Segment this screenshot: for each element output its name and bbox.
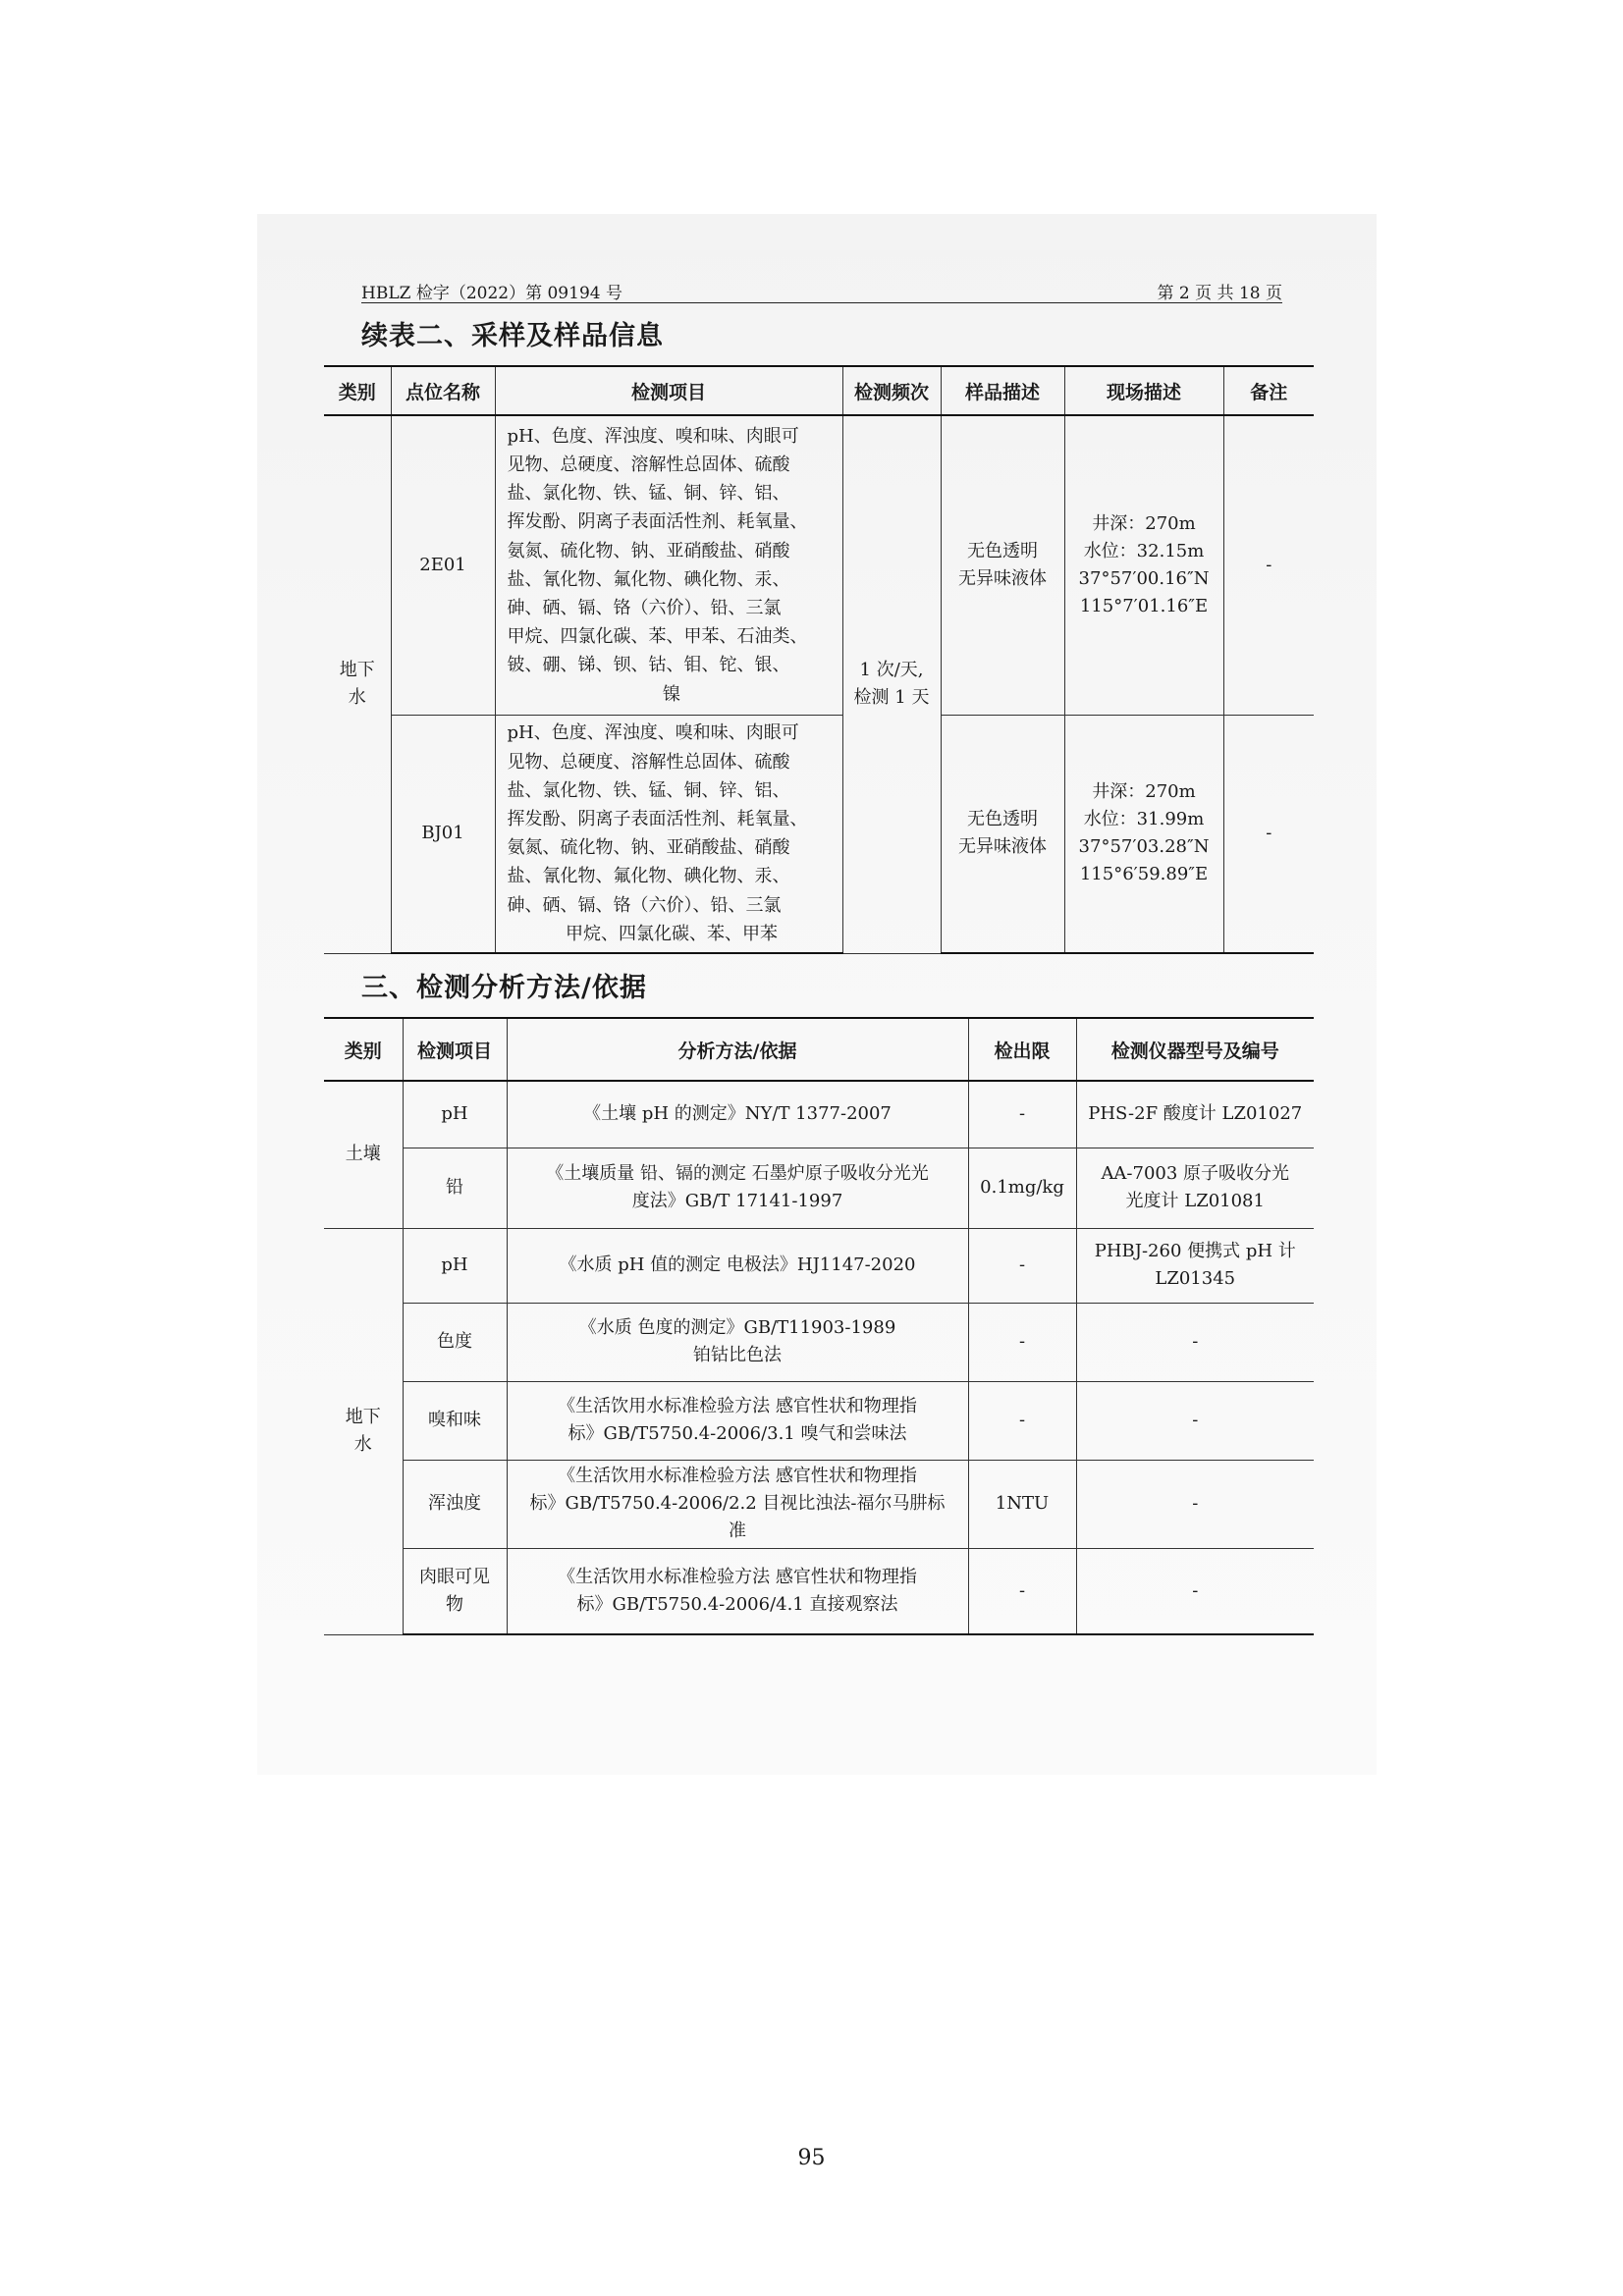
table-row [324,1381,1314,1460]
item-cell: 浑浊度 [403,1460,507,1548]
instrument-cell: PHBJ-260 便携式 pH 计 LZ01345 [1076,1228,1314,1303]
method-cell: 《土壤 pH 的测定》NY/T 1377-2007 [507,1081,968,1148]
item-cell: pH [403,1081,507,1148]
table-row [324,1148,1314,1228]
column-header: 现场描述 [1064,366,1223,415]
point-name-cell: BJ01 [391,715,495,953]
column-header: 类别 [324,366,391,415]
category-cell: 土壤 [324,1081,403,1228]
method-cell: 《水质 色度的测定》GB/T11903-1989 铂钴比色法 [507,1303,968,1381]
instrument-cell: AA-7003 原子吸收分光 光度计 LZ01081 [1076,1148,1314,1228]
table-row [324,715,1314,953]
item-cell: 铅 [403,1148,507,1228]
site-desc-cell: 井深：270m 水位：31.99m 37°57′03.28″N 115°6′59.89″E [1064,715,1223,953]
item-cell: 色度 [403,1303,507,1381]
method-cell: 《土壤质量 铅、镉的测定 石墨炉原子吸收分光光 度法》GB/T 17141-1997 [507,1148,968,1228]
table-row [324,1228,1314,1303]
table-row [324,1081,1314,1148]
instrument-cell: - [1076,1303,1314,1381]
section2-title: 续表二、采样及样品信息 [361,321,664,351]
remark-cell: - [1223,415,1314,715]
page-header [361,277,1282,303]
test-items-cell: pH、色度、浑浊度、嗅和味、肉眼可 见物、总硬度、溶解性总固体、硫酸 盐、氯化物、铁、锰、铜、锌、铝、 挥发酚、阴离子表面活性剂、耗氧量、 氨氮、硫化物、钠、亚硝酸盐、硝酸 盐、氰化物、氟化物、碘化物、汞、 砷、硒、镉、铬（六价）、铅、三氯 甲烷、四氯化碳、苯、甲苯、石油类、 铍、硼、锑、钡、钴、钼、铊、银、 镍 [495,415,842,715]
method-cell: 《水质 pH 值的测定 电极法》HJ1147-2020 [507,1228,968,1303]
limit-cell: 1NTU [968,1460,1076,1548]
method-cell: 《生活饮用水标准检验方法 感官性状和物理指 标》GB/T5750.4-2006/4.1 直接观察法 [507,1548,968,1634]
limit-cell: - [968,1381,1076,1460]
item-cell: 嗅和味 [403,1381,507,1460]
sampling-info-table [324,365,1314,954]
frequency-cell: 1 次/天, 检测 1 天 [842,415,941,953]
method-cell: 《生活饮用水标准检验方法 感官性状和物理指 标》GB/T5750.4-2006/3.1 嗅气和尝味法 [507,1381,968,1460]
section3-title: 三、检测分析方法/依据 [361,973,647,1003]
table-header-row [324,1018,1314,1081]
column-header: 检测项目 [495,366,842,415]
column-header: 检测仪器型号及编号 [1076,1018,1314,1081]
column-header: 样品描述 [941,366,1064,415]
instrument-cell: - [1076,1381,1314,1460]
table-row [324,1303,1314,1381]
remark-cell: - [1223,715,1314,953]
item-cell: 肉眼可见 物 [403,1548,507,1634]
column-header: 检出限 [968,1018,1076,1081]
table-row [324,415,1314,715]
table-header-row [324,366,1314,415]
instrument-cell: PHS-2F 酸度计 LZ01027 [1076,1081,1314,1148]
table-row [324,1460,1314,1548]
page-number: 95 [797,2146,826,2170]
limit-cell: - [968,1548,1076,1634]
method-cell: 《生活饮用水标准检验方法 感官性状和物理指 标》GB/T5750.4-2006/2.2 目视比浊法-福尔马肼标 准 [507,1460,968,1548]
test-items-cell: pH、色度、浑浊度、嗅和味、肉眼可 见物、总硬度、溶解性总固体、硫酸 盐、氯化物、铁、锰、铜、锌、铝、 挥发酚、阴离子表面活性剂、耗氧量、 氨氮、硫化物、钠、亚硝酸盐、硝酸 盐、氰化物、氟化物、碘化物、汞、 砷、硒、镉、铬（六价）、铅、三氯 甲烷、四氯化碳、苯、甲苯 [495,715,842,953]
column-header: 备注 [1223,366,1314,415]
point-name-cell: 2E01 [391,415,495,715]
item-cell: pH [403,1228,507,1303]
sample-desc-cell: 无色透明 无异味液体 [941,715,1064,953]
sample-desc-cell: 无色透明 无异味液体 [941,415,1064,715]
report-number: HBLZ 检字（2022）第 09194 号 [361,284,622,303]
table-row [324,1548,1314,1634]
limit-cell: - [968,1081,1076,1148]
column-header: 检测项目 [403,1018,507,1081]
column-header: 类别 [324,1018,403,1081]
instrument-cell: - [1076,1460,1314,1548]
limit-cell: - [968,1303,1076,1381]
page-info: 第 2 页 共 18 页 [1157,284,1282,303]
category-cell: 地下 水 [324,415,391,953]
column-header: 分析方法/依据 [507,1018,968,1081]
column-header: 检测频次 [842,366,941,415]
limit-cell: - [968,1228,1076,1303]
column-header: 点位名称 [391,366,495,415]
limit-cell: 0.1mg/kg [968,1148,1076,1228]
site-desc-cell: 井深：270m 水位：32.15m 37°57′00.16″N 115°7′01.16″E [1064,415,1223,715]
category-cell: 地下 水 [324,1228,403,1634]
analysis-method-table [324,1017,1314,1635]
instrument-cell: - [1076,1548,1314,1634]
